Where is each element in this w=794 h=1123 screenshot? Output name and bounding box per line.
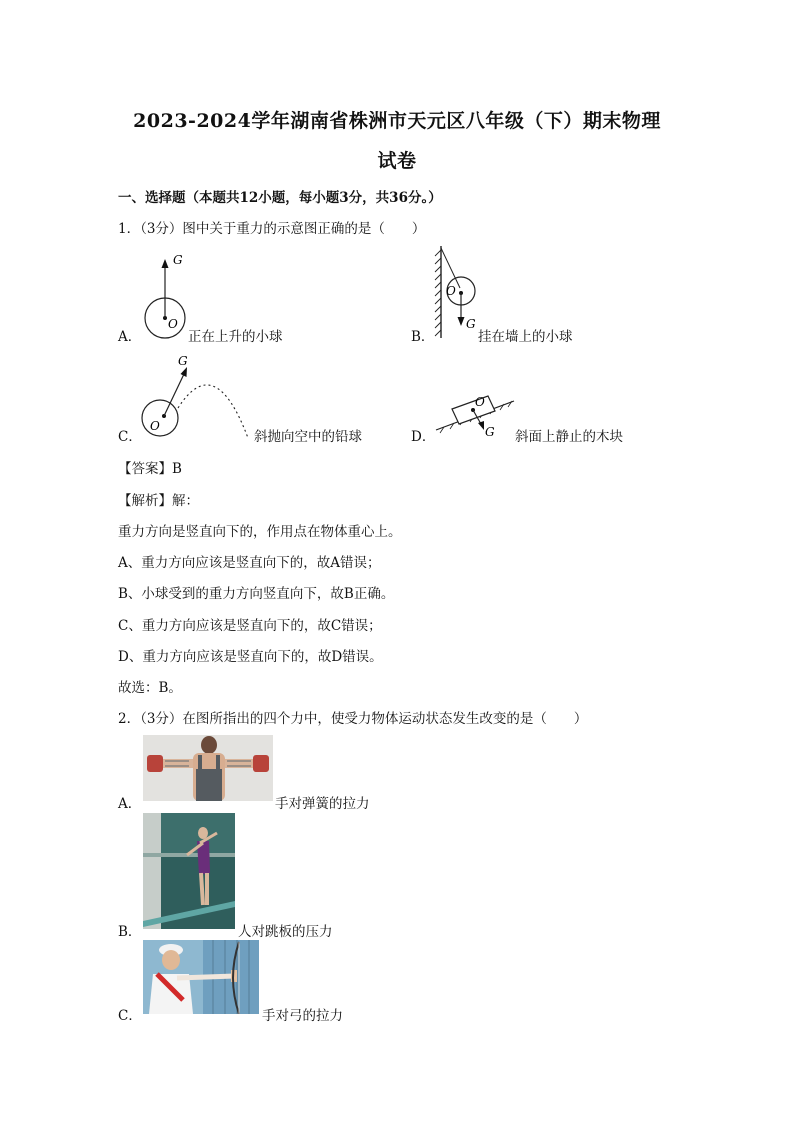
- q2-option-a-caption: 手对弹簧的拉力: [275, 796, 370, 812]
- q1-d-o-label: O: [475, 395, 485, 409]
- q1-option-b-figure: [430, 244, 480, 340]
- q1-option-a-letter: A．: [118, 329, 142, 345]
- q2-option-b-letter: B．: [118, 924, 142, 940]
- q1-analysis-line: D、重力方向应该是竖直向下的，故D错误。: [118, 649, 383, 665]
- q2-option-b-photo: [143, 813, 235, 929]
- q1-analysis-line: A、重力方向应该是竖直向下的，故A错误；: [118, 555, 381, 571]
- q1-b-o-label: O: [446, 284, 456, 298]
- q2-option-c-letter: C．: [118, 1008, 142, 1024]
- question-1-stem: 1．（3分）图中关于重力的示意图正确的是（ ）: [118, 221, 426, 237]
- question-2-stem: 2．（3分）在图所指出的四个力中，使受力物体运动状态发生改变的是（ ）: [118, 711, 588, 727]
- q1-option-c-caption: 斜抛向空中的铅球: [254, 429, 362, 445]
- q1-c-g-label: G: [178, 354, 188, 368]
- q2-option-c-photo: [143, 940, 259, 1014]
- q1-analysis-line: 故选：B。: [118, 680, 182, 696]
- q1-option-a-figure: [140, 250, 190, 342]
- q1-analysis-line: 重力方向是竖直向下的，作用点在物体重心上。: [118, 524, 402, 540]
- q1-option-b-letter: B．: [411, 329, 435, 345]
- q1-option-d-letter: D．: [411, 429, 436, 445]
- q1-analysis-line: C、重力方向应该是竖直向下的，故C错误；: [118, 618, 382, 634]
- q1-option-c-figure: [140, 350, 255, 442]
- q1-a-g-label: G: [173, 253, 183, 267]
- q1-a-o-label: O: [168, 317, 178, 331]
- q1-d-g-label: G: [485, 425, 495, 439]
- section-heading: 一、选择题（本题共12小题，每小题3分，共36分。）: [118, 190, 442, 206]
- q1-answer: 【答案】B: [118, 461, 182, 477]
- q2-option-a-letter: A．: [118, 796, 142, 812]
- q1-option-b-caption: 挂在墙上的小球: [478, 329, 573, 345]
- q1-option-d-caption: 斜面上静止的木块: [515, 429, 623, 445]
- q2-option-c-caption: 手对弓的拉力: [262, 1008, 343, 1024]
- title-line-1: 2023-2024学年湖南省株洲市天元区八年级（下）期末物理: [133, 110, 661, 132]
- q1-analysis-line: B、小球受到的重力方向竖直向下，故B正确。: [118, 586, 395, 602]
- q1-option-a-caption: 正在上升的小球: [188, 329, 283, 345]
- q1-b-g-label: G: [466, 317, 476, 331]
- q2-option-a-photo: [143, 735, 273, 801]
- q1-c-o-label: O: [150, 419, 160, 433]
- title-line-2: 试卷: [377, 150, 417, 172]
- q1-option-c-letter: C．: [118, 429, 142, 445]
- q2-option-b-caption: 人对跳板的压力: [238, 924, 333, 940]
- q1-analysis-head: 【解析】解：: [118, 493, 199, 509]
- q1-option-d-figure: [432, 386, 518, 442]
